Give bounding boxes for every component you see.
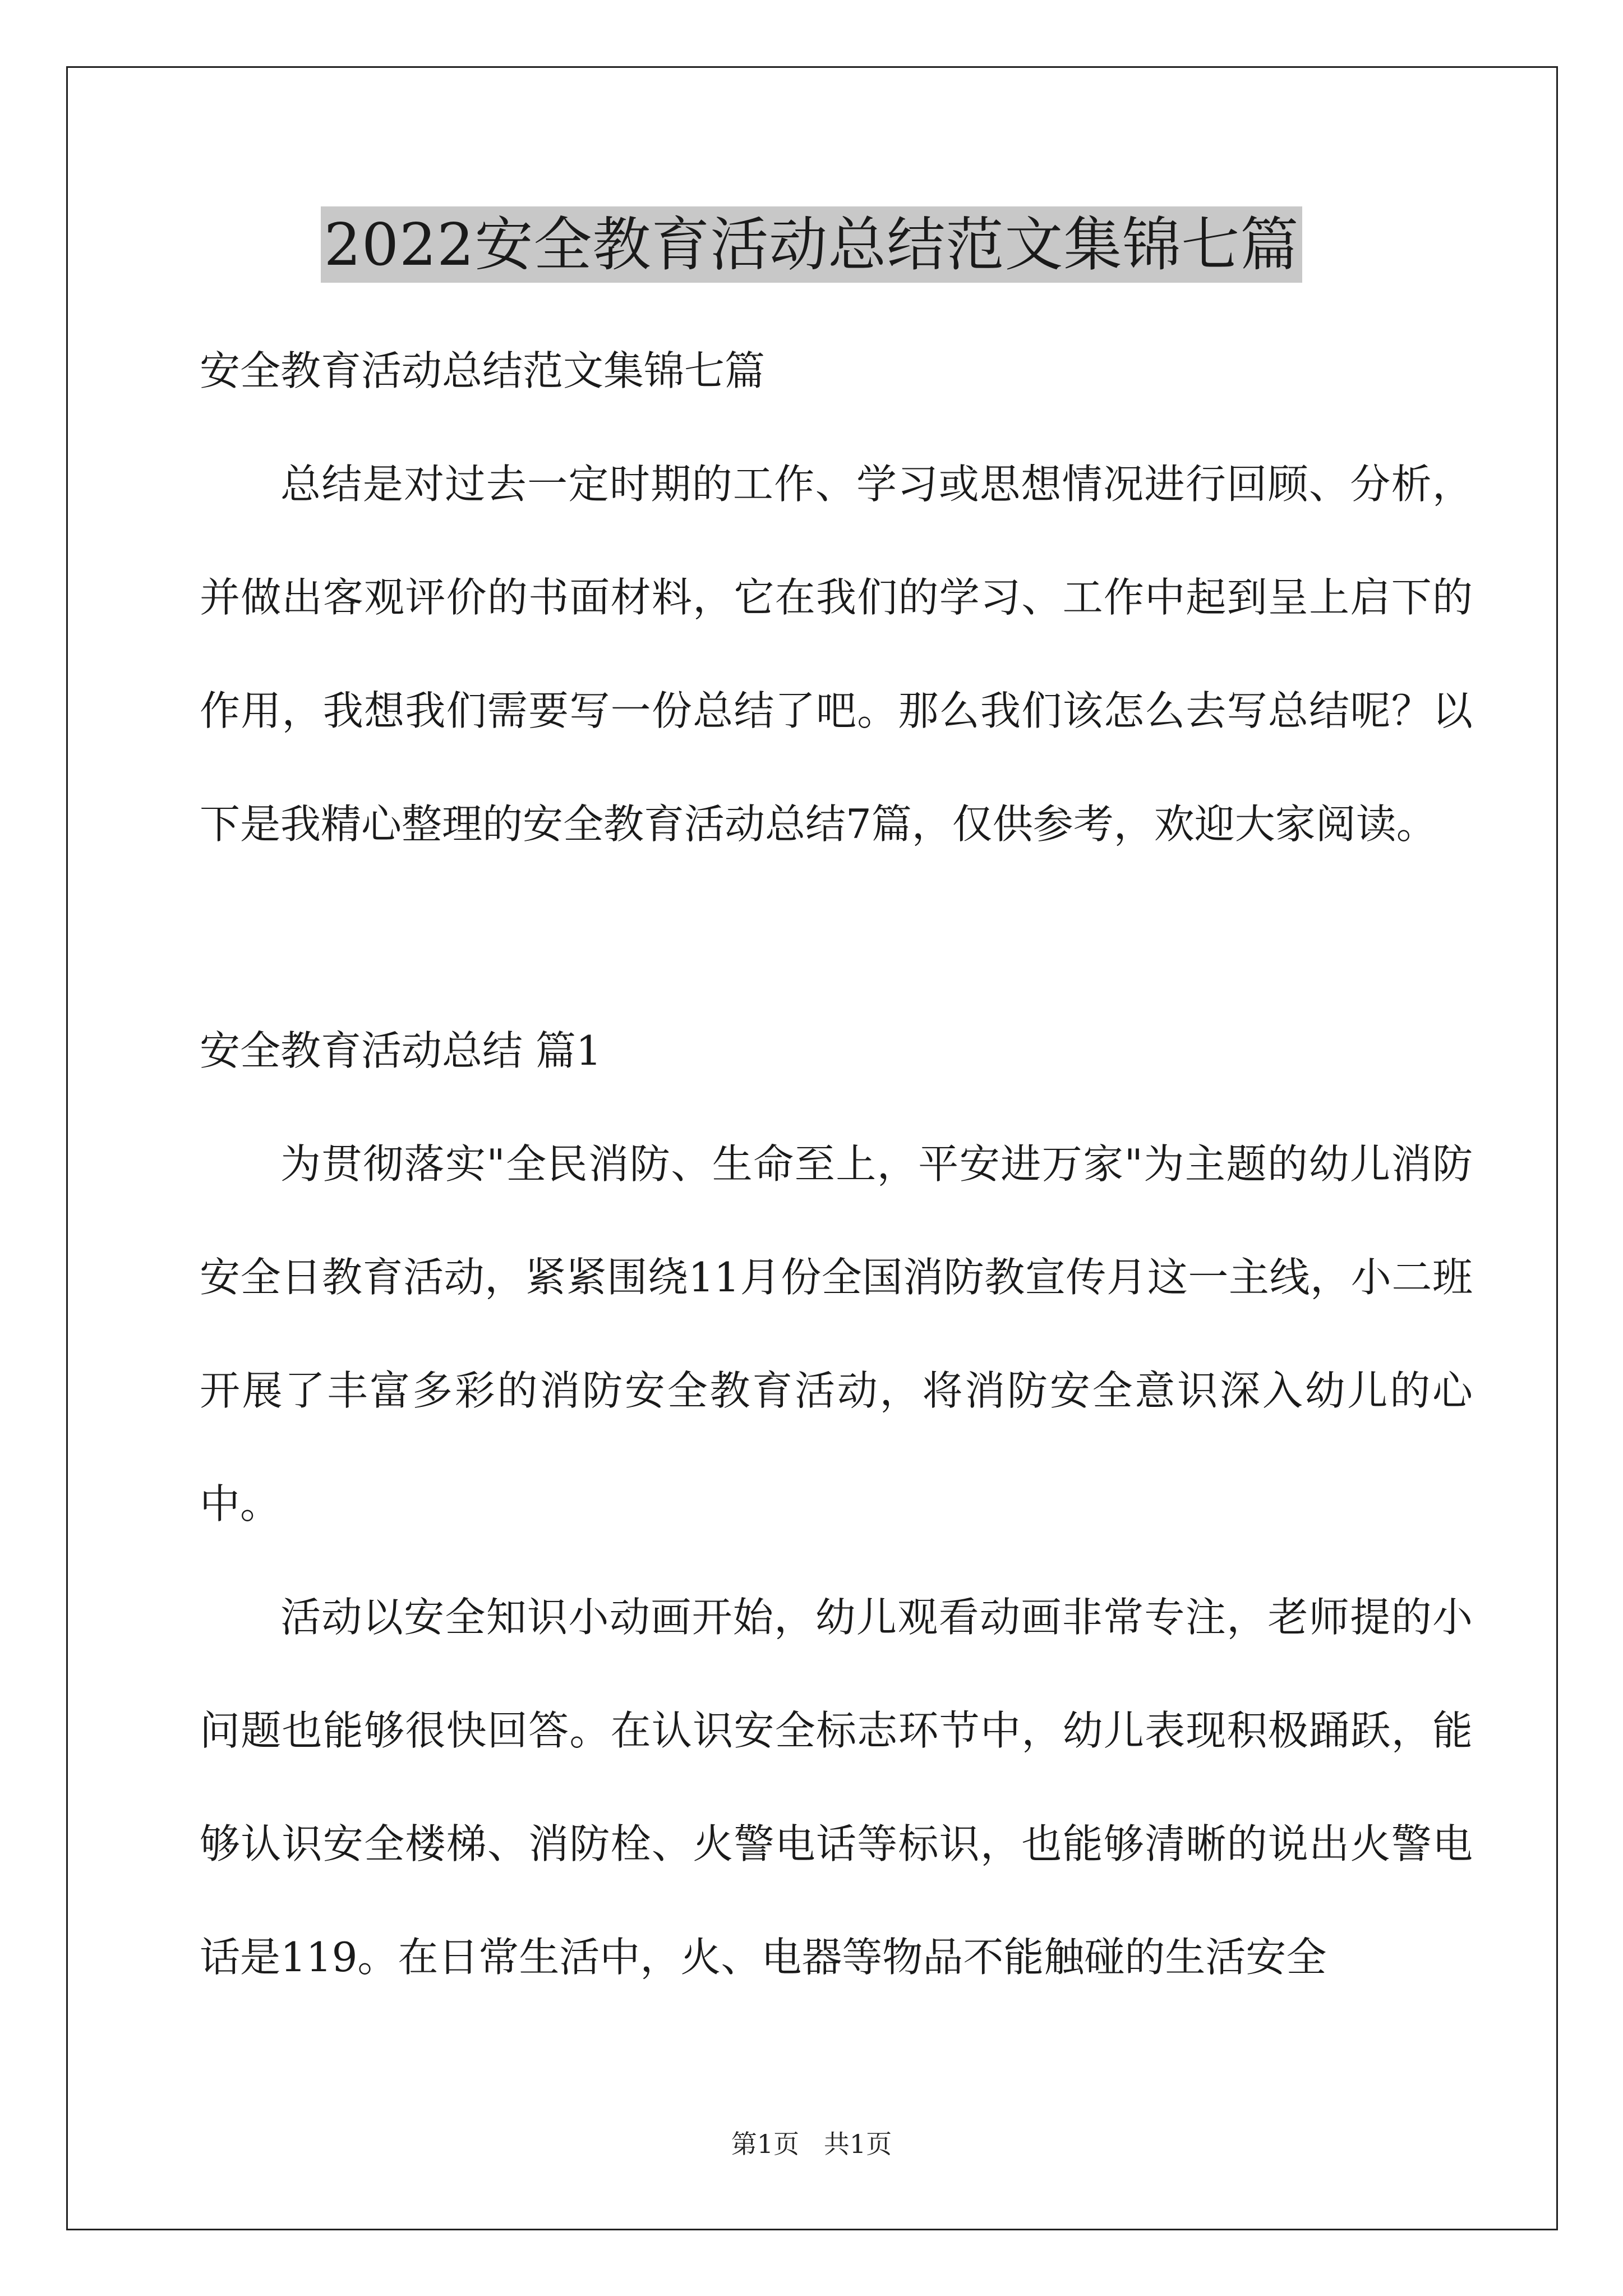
page-footer xyxy=(0,2124,1623,2161)
document-title: 2022安全教育活动总结范文集锦七篇 xyxy=(321,206,1303,283)
title-container xyxy=(0,206,1623,283)
section-paragraph-1: 为贯彻落实"全民消防、生命至上，平安进万家"为主题的幼儿消防安全日教育活动，紧紧围绕11月份全国消防教宣传月这一主线，小二班开展了丰富多彩的消防安全教育活动，将消防安全意识深入幼儿的心中。 xyxy=(200,1140,1473,1527)
section-paragraph-2: 活动以安全知识小动画开始，幼儿观看动画非常专注，老师提的小问题也能够很快回答。在认识安全标志环节中，幼儿表现积极踊跃，能够认识安全楼梯、消防栓、火警电话等标识，也能够清晰的说出火警电话是119。在日常生活中，火、电器等物品不能触碰的生活安全 xyxy=(200,1594,1473,1981)
document-body xyxy=(200,314,1473,2014)
paragraph-gap xyxy=(200,881,1473,994)
intro-paragraph: 总结是对过去一定时期的工作、学习或思想情况进行回顾、分析，并做出客观评价的书面材料，它在我们的学习、工作中起到呈上启下的作用，我想我们需要写一份总结了吧。那么我们该怎么去写总结呢？以下是我精心整理的安全教育活动总结7篇，仅供参考，欢迎大家阅读。 xyxy=(200,461,1473,848)
section-heading: 安全教育活动总结 篇1 xyxy=(200,1027,602,1074)
document-subtitle: 安全教育活动总结范文集锦七篇 xyxy=(200,347,766,394)
page-number: 第1页 共1页 xyxy=(731,2129,892,2159)
